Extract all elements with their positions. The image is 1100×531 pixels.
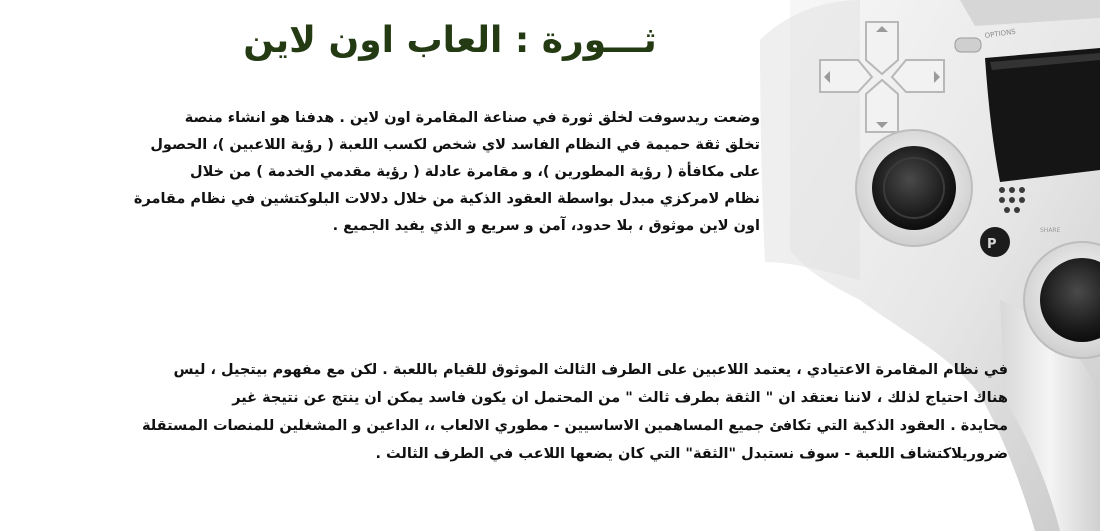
playstation-logo-icon: P: [987, 237, 997, 252]
page-title: ثـــورة : العاب اون لاين: [243, 20, 657, 61]
paragraph-line: على مكافأة ( رؤية المطورين )، و مقامرة عادلة ( رؤية مقدمي الخدمة ) من خلال: [190, 164, 760, 180]
controller-body-edge: [760, 0, 860, 280]
svg-text:OPTIONS: OPTIONS: [984, 27, 1017, 40]
paragraph-line: هناك احتياج لذلك ، لاننا نعتقد ان " الثقة بطرف ثالث " من المحتمل ان يكون فاسد يمكن ان ينتج عن نتيجة غير: [232, 390, 1008, 406]
paragraph-line: وضعت ريدسوفت لخلق ثورة في صناعة المقامرة اون لاين . هدفنا هو انشاء منصة: [184, 110, 760, 126]
options-button-icon: [955, 38, 981, 52]
body-paragraph: [48, 356, 1008, 468]
paragraph-line: في نظام المقامرة الاعتيادي ، يعتمد اللاعبين على الطرف الثالث الموثوق للقيام باللعبة . لكن مع مفهوم بيتجيل ، ليس: [173, 362, 1008, 378]
paragraph-line: ضروريلاكتشاف اللعبة - سوف نستبدل "الثقة" التي كان يضعها اللاعب في الطرف الثالث .: [375, 446, 1008, 462]
paragraph-line: تخلق ثقة حميمة في النظام الفاسد لاي شخص لكسب اللعبة ( رؤية اللاعبين )، الحصول: [150, 137, 760, 153]
paragraph-line: اون لاين موثوق ، بلا حدود، آمن و سريع و الذي يفيد الجميع .: [332, 218, 760, 234]
paragraph-line: نظام لامركزي مبدل بواسطة العقود الذكية من خلال دلالات البلوكتشين في نظام مقامرة: [133, 191, 760, 207]
svg-text:SHARE: SHARE: [1040, 227, 1061, 234]
paragraph-line: محايدة . العقود الذكية التي تكافئ جميع المساهمين الاساسيين - مطوري الالعاب ،، الداعين و المشغلين للمنصات المستقلة: [141, 418, 1008, 434]
intro-paragraph: [60, 105, 760, 240]
